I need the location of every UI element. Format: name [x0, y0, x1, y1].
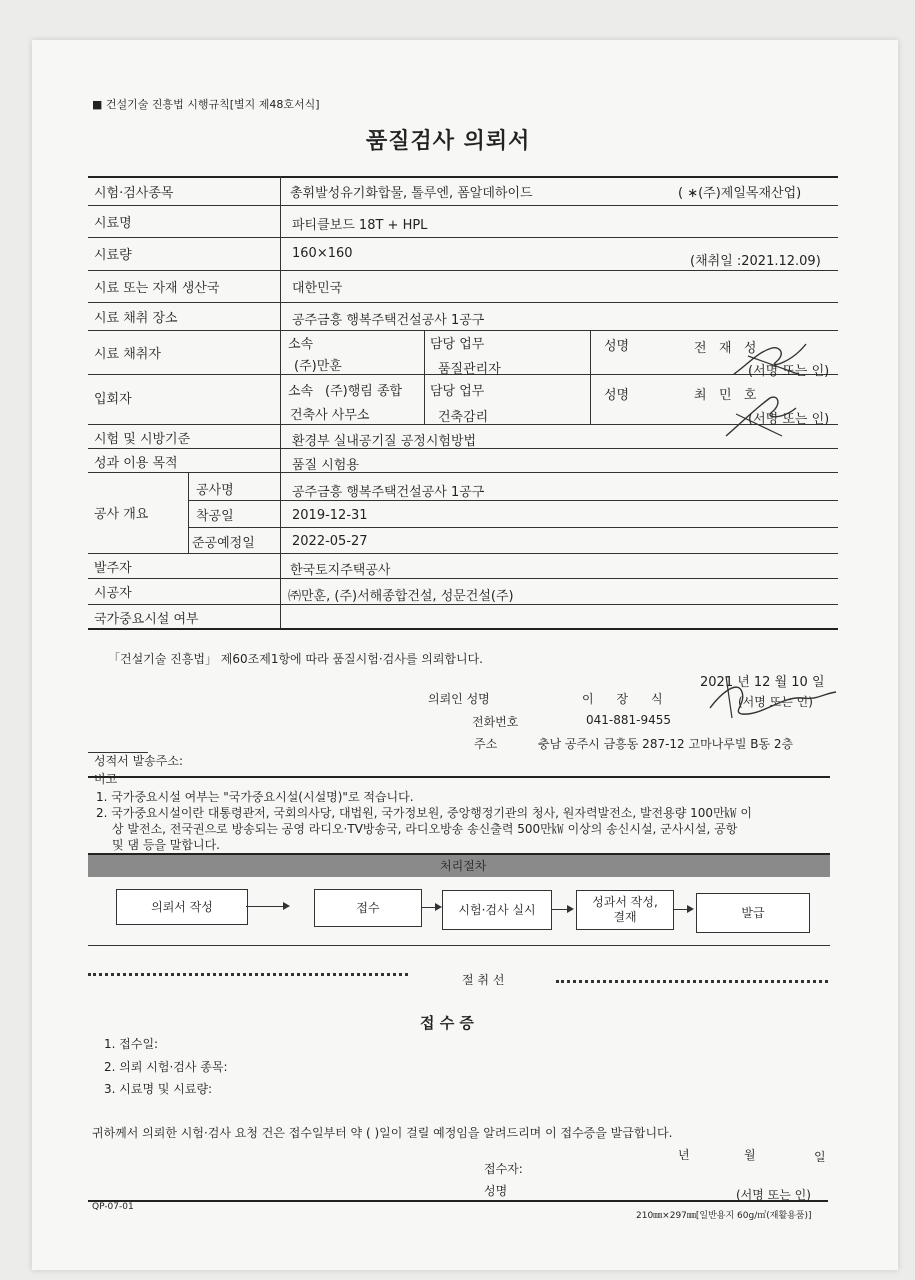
receipt-item-1: 1. 접수일: [104, 1037, 159, 1051]
sampler-sign-note: (서명 또는 인) [748, 364, 830, 379]
major-facility-label: 국가중요시설 여부 [94, 612, 199, 627]
sample-qty-value: 160×160 [292, 246, 353, 261]
sampling-site-label: 시료 채취 장소 [94, 311, 178, 326]
sampler-duty-label: 담당 업무 [430, 337, 485, 352]
requester-address-value: 충남 공주시 금흥동 287-12 고마나루빌 B동 2층 [538, 737, 794, 751]
project-start-label: 착공일 [196, 509, 234, 524]
request-statement: 「건설기술 진흥법」 제60조제1항에 따라 품질시험·검사를 의뢰합니다. [108, 652, 483, 666]
sampler-affil-value: (주)만훈 [294, 359, 342, 374]
contractor-label: 시공자 [94, 586, 132, 601]
origin-value: 대한민국 [292, 281, 343, 296]
sampler-signature [728, 334, 818, 382]
receipt-receiver-label: 접수자: [484, 1162, 523, 1176]
test-type-note: ( ∗(주)제일목재산업) [678, 186, 802, 201]
notes-heading: 비고 [94, 772, 118, 786]
client-label: 발주자 [94, 561, 132, 576]
process-arrow-4 [674, 909, 692, 910]
receipt-name-label: 성명 [484, 1184, 508, 1198]
receipt-statement: 귀하께서 의뢰한 시험·검사 요청 건은 접수일부터 약 ( )일이 걸릴 예정임을 알려드리며 이 접수증을 발급합니다. [92, 1126, 673, 1140]
witness-label: 입회자 [94, 392, 132, 407]
requester-name-value: 이 장 식 [582, 692, 663, 706]
requester-signature [702, 672, 842, 722]
project-start-value: 2019-12-31 [292, 508, 368, 523]
requester-name-label: 의뢰인 성명 [428, 692, 490, 706]
process-arrow-1 [246, 906, 288, 907]
witness-affil-value-2: 건축사 사무소 [290, 408, 370, 423]
sample-name-label: 시료명 [94, 216, 132, 231]
receipt-title: 접 수 증 [420, 1014, 474, 1032]
process-step-report: 성과서 작성, 결재 [576, 890, 674, 930]
cut-line-right [556, 980, 828, 983]
sampler-label: 시료 채취자 [94, 347, 161, 362]
witness-affil-label: 소속 [288, 384, 314, 399]
cut-line-label: 절 취 선 [462, 973, 505, 987]
sampler-duty-value: 품질관리자 [438, 362, 501, 377]
contractor-value: ㈜만훈, (주)서해종합건설, 성문건설(주) [288, 589, 514, 604]
project-end-value: 2022-05-27 [292, 534, 368, 549]
note-1: 1. 국가중요시설 여부는 "국가중요시설(시설명)"로 적습니다. [96, 790, 414, 804]
witness-name-value: 최 민 호 [694, 388, 757, 403]
receipt-date-year: 년 [678, 1148, 690, 1162]
witness-duty-value: 건축감리 [438, 410, 489, 425]
sample-qty-label: 시료량 [94, 248, 132, 263]
form-reference: ■ 건설기술 진흥법 시행규칙[별지 제48호서식] [92, 98, 320, 111]
sampling-site-value: 공주금흥 행복주택건설공사 1공구 [292, 313, 485, 328]
requester-phone-value: 041-881-9455 [586, 713, 672, 727]
process-step-test: 시험·검사 실시 [442, 890, 552, 930]
sampler-name-label: 성명 [604, 339, 630, 354]
test-type-value: 총휘발성유기화합물, 톨루엔, 폼알데하이드 [290, 186, 533, 201]
receipt-date-day: 일 [814, 1150, 826, 1164]
note-2-line-2: 상 발전소, 전국권으로 방송되는 공영 라디오·TV방송국, 라디오방송 송신출력 500만㎾ 이상의 송신시설, 군사시설, 공항 [112, 822, 738, 836]
process-arrow-2 [422, 907, 440, 908]
witness-name-label: 성명 [604, 388, 630, 403]
sampler-name-value: 전 재 성 [694, 341, 757, 356]
client-value: 한국토지주택공사 [290, 563, 391, 578]
note-2-line-1: 2. 국가중요시설이란 대통령관저, 국회의사당, 대법원, 국가정보원, 중앙행정기관의 청사, 원자력발전소, 발전용량 100만㎾ 이 [96, 806, 753, 820]
receipt-date-month: 월 [744, 1148, 756, 1162]
witness-signature [722, 390, 812, 442]
project-name-value: 공주금흥 행복주택건설공사 1공구 [292, 485, 485, 500]
process-arrow-3 [552, 909, 572, 910]
requester-address-label: 주소 [474, 737, 498, 751]
origin-label: 시료 또는 자재 생산국 [94, 281, 220, 296]
purpose-value: 품질 시험용 [292, 458, 359, 473]
standard-value: 환경부 실내공기질 공정시험방법 [292, 434, 477, 449]
footer-paper-spec: 210㎜×297㎜[일반용지 60g/㎡(재활용품)] [636, 1211, 812, 1221]
process-heading: 처리절차 [440, 859, 487, 873]
witness-duty-label: 담당 업무 [430, 384, 485, 399]
standard-label: 시험 및 시방기준 [94, 432, 191, 447]
process-step-issue: 발급 [696, 893, 810, 933]
request-date: 2021 년 12 월 10 일 [700, 675, 825, 690]
witness-sign-note: (서명 또는 인) [748, 412, 830, 427]
purpose-label: 성과 이용 목적 [94, 456, 178, 471]
cut-line-left [88, 973, 408, 976]
project-end-label: 준공예정일 [192, 536, 255, 551]
sampler-affil-label: 소속 [288, 337, 314, 352]
process-step-request: 의뢰서 작성 [116, 889, 248, 925]
receipt-item-2: 2. 의뢰 시험·검사 종목: [104, 1060, 228, 1074]
receipt-item-3: 3. 시료명 및 시료량: [104, 1082, 213, 1096]
witness-affil-value-1: (주)행림 종합 [325, 384, 403, 399]
note-2-line-3: 및 댐 등을 말합니다. [112, 838, 220, 852]
requester-phone-label: 전화번호 [472, 715, 519, 729]
requester-sign-note: (서명 또는 인) [738, 695, 813, 709]
project-name-label: 공사명 [196, 483, 234, 498]
project-label: 공사 개요 [94, 507, 149, 522]
footer-form-code: QP-07-01 [92, 1202, 134, 1212]
receipt-sign-note: (서명 또는 인) [736, 1188, 811, 1202]
test-type-label: 시험·검사종목 [94, 186, 174, 201]
report-address-label: 성적서 발송주소: [94, 754, 184, 768]
process-step-receipt: 접수 [314, 889, 422, 927]
page-title: 품질검사 의뢰서 [366, 129, 531, 154]
sample-qty-note: (채취일 :2021.12.09) [690, 254, 821, 269]
sample-name-value: 파티클보드 18T + HPL [292, 218, 428, 233]
